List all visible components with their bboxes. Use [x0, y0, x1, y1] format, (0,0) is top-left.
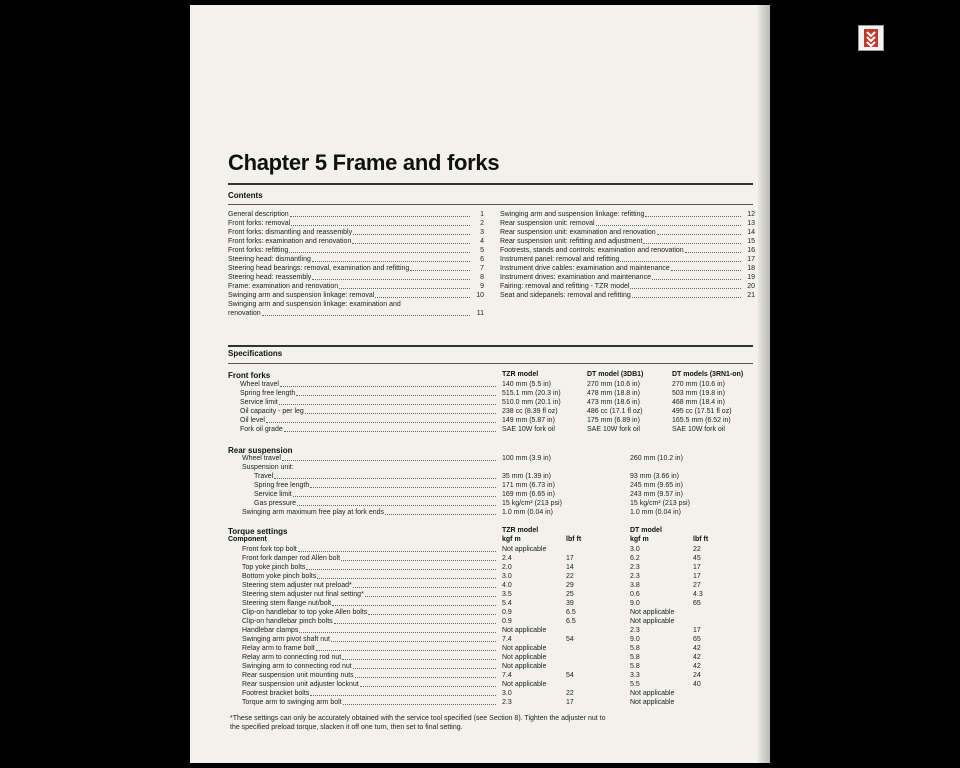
torque-dt-kgfm-value: 0.6: [630, 591, 640, 598]
contents-item-number: 8: [480, 274, 484, 281]
torque-tzr-kgfm-value: 3.0: [502, 573, 512, 580]
leader-dots: [671, 264, 741, 271]
spec-row: [242, 572, 498, 581]
torque-component: Rear suspension unit adjuster locknut: [242, 681, 359, 688]
spec-row: [242, 454, 498, 463]
torque-dt-lbfft-value: 65: [693, 636, 701, 643]
leader-dots: [352, 237, 470, 244]
leader-dots: [643, 237, 741, 244]
torque-tzr-kgfm-value: Not applicable: [502, 645, 547, 652]
torque-tzr-lbfft-value: 14: [566, 564, 574, 571]
leader-dots: [685, 246, 741, 253]
torque-dt-label: DT model: [630, 527, 662, 534]
spec-row: [242, 563, 498, 572]
torque-tzr-lbfft-value: 29: [566, 582, 574, 589]
spec-row: [254, 490, 498, 499]
contents-item-title: Steering head: reassembly: [228, 274, 312, 281]
torque-tzr-kgfm-value: 2.0: [502, 564, 512, 571]
torque-dt-kgfm-value: 5.5: [630, 681, 640, 688]
torque-tzr-kgfm-value: 2.4: [502, 555, 512, 562]
leader-dots: [316, 644, 496, 651]
torque-tzr-lbfft-value: 17: [566, 555, 574, 562]
torque-dt-kgfm-value: 2.3: [630, 564, 640, 571]
spec-row: [242, 617, 498, 626]
spec-row: [242, 653, 498, 662]
contents-item-title: Instrument panel: removal and refitting: [500, 256, 620, 263]
contents-item-title: Frame: examination and renovation: [228, 283, 339, 290]
spec-value-dt-3rn1: SAE 10W fork oil: [672, 426, 725, 433]
torque-tzr-kgfm-value: 5.4: [502, 600, 512, 607]
torque-tzr-kgfm-value: 0.9: [502, 618, 512, 625]
specifications-top-rule: [228, 345, 753, 347]
contents-item-number: 10: [476, 292, 484, 299]
leader-dots: [334, 617, 496, 624]
spec-row: [242, 508, 498, 517]
torque-dt-kgfm-value: Not applicable: [630, 609, 675, 616]
contents-item-title: Instrument drive cables: examination and maintenance: [500, 265, 670, 272]
spec-value-dt: 245 mm (9.65 in): [630, 482, 683, 489]
leader-dots: [385, 508, 496, 515]
spec-value-dt-3db1: SAE 10W fork oil: [587, 426, 640, 433]
spec-value-tzr: 1.0 mm (0.04 in): [502, 509, 553, 516]
contents-item-number: 21: [747, 292, 755, 299]
torque-dt-lbfft-value: 45: [693, 555, 701, 562]
spec-row: [240, 398, 498, 407]
spec-value-dt-3rn1: 503 mm (19.8 in): [672, 390, 725, 397]
leader-dots: [353, 662, 496, 669]
torque-component: Steering stem flange nut/bolt: [242, 600, 332, 607]
spec-label: Spring free length: [254, 482, 310, 489]
leader-dots: [284, 425, 496, 432]
spec-value-dt-3db1: 478 mm (18.8 in): [587, 390, 640, 397]
contents-item-title: General description: [228, 211, 289, 218]
specifications-rule: [228, 363, 753, 364]
spec-row: [242, 581, 498, 590]
torque-tzr-lbfft-value: 6.5: [566, 618, 576, 625]
leader-dots: [360, 680, 496, 687]
contents-item-number: 18: [747, 265, 755, 272]
torque-dt-kgfm-value: 3.0: [630, 546, 640, 553]
torque-tzr-lbfft-value: 17: [566, 699, 574, 706]
contents-item-title: Footrests, stands and controls: examination and renovation: [500, 247, 684, 254]
contents-item-number: 19: [747, 274, 755, 281]
spec-value-tzr: 238 cc (8.39 fl oz): [502, 408, 558, 415]
contents-item-number: 16: [747, 247, 755, 254]
contents-item: [228, 273, 484, 282]
torque-component: Swinging arm pivot shaft nut: [242, 636, 330, 643]
torque-tzr-lbfft-value: 39: [566, 600, 574, 607]
spec-row: [240, 416, 498, 425]
contents-item-title: Steering head bearings: removal, examination and refitting: [228, 265, 410, 272]
leader-dots: [280, 380, 496, 387]
torque-component: Swinging arm to connecting rod nut: [242, 663, 352, 670]
contents-item-number: 1: [480, 211, 484, 218]
spec-value-dt-3db1: 175 mm (6.89 in): [587, 417, 640, 424]
spec-value-dt: 1.0 mm (0.04 in): [630, 509, 681, 516]
page-down-button[interactable]: [858, 25, 884, 51]
torque-component: Top yoke pinch bolts: [242, 564, 306, 571]
contents-item: [500, 228, 755, 237]
torque-component: Relay arm to connecting rod nut: [242, 654, 342, 661]
torque-dt-lbfft-value: 17: [693, 564, 701, 571]
spec-value-dt-3rn1: 165.5 mm (6.52 in): [672, 417, 731, 424]
contents-item: [500, 282, 755, 291]
spec-value-dt: 93 mm (3.66 in): [630, 473, 680, 480]
torque-dt-lbfft-value: 4.3: [693, 591, 703, 598]
contents-rule: [228, 204, 753, 205]
spec-value-dt-3db1: 473 mm (18.6 in): [587, 399, 640, 406]
leader-dots: [343, 698, 496, 705]
torque-tzr-kgfm-value: 2.3: [502, 699, 512, 706]
leader-dots: [312, 273, 470, 280]
torque-tzr-kgfm-value: Not applicable: [502, 627, 547, 634]
contents-item-number: 6: [480, 256, 484, 263]
torque-dt-kgfm-value: 5.8: [630, 654, 640, 661]
rear-suspension-heading: Rear suspension: [228, 446, 293, 455]
torque-tzr-kgfm-value: 0.9: [502, 609, 512, 616]
torque-tzr-kgfm: kgf m: [502, 536, 521, 543]
leader-dots: [291, 219, 470, 226]
torque-dt-kgfm-value: 5.8: [630, 645, 640, 652]
leader-dots: [332, 599, 496, 606]
spec-row: [242, 463, 498, 472]
footnote-line-2: the specified preload torque, slacken it off one turn, then set to final setting.: [230, 724, 463, 731]
spec-label: Wheel travel: [242, 455, 281, 462]
spec-row: [242, 689, 498, 698]
contents-item: [228, 309, 484, 318]
spec-row: [242, 554, 498, 563]
spec-label: Suspension unit:: [242, 464, 294, 471]
contents-item-number: 3: [480, 229, 484, 236]
spec-label: Swinging arm maximum free play at fork ends: [242, 509, 384, 516]
spec-label: Gas pressure: [254, 500, 297, 507]
torque-dt-lbfft-value: 65: [693, 600, 701, 607]
spec-row: [240, 425, 498, 434]
contents-item-title: Front forks: dismantling and reassembly: [228, 229, 353, 236]
contents-item: [500, 273, 755, 282]
contents-item-title: Front forks: removal: [228, 220, 291, 227]
specifications-heading: Specifications: [228, 349, 283, 358]
spec-value-dt-3db1: 270 mm (10.6 in): [587, 381, 640, 388]
contents-item: [500, 246, 755, 255]
torque-tzr-kgfm-value: Not applicable: [502, 654, 547, 661]
spec-row: [254, 481, 498, 490]
leader-dots: [299, 626, 496, 633]
front-forks-col-dt-3rn1: DT models (3RN1-on): [672, 371, 744, 378]
leader-dots: [297, 499, 496, 506]
double-chevron-down-icon: [864, 29, 878, 47]
torque-component: Rear suspension unit mounting nuts: [242, 672, 354, 679]
torque-tzr-lbfft: lbf ft: [566, 536, 582, 543]
spec-row: [242, 662, 498, 671]
leader-dots: [279, 398, 496, 405]
spec-value-dt-3rn1: 495 cc (17.51 fl oz): [672, 408, 732, 415]
torque-component: Steering stem adjuster nut final setting*: [242, 591, 364, 598]
torque-settings-heading: Torque settings: [228, 527, 288, 536]
leader-dots: [375, 291, 470, 298]
torque-dt-kgfm-value: 2.3: [630, 573, 640, 580]
spec-row: [240, 380, 498, 389]
torque-component: Front fork damper rod Allen bolt: [242, 555, 341, 562]
torque-dt-kgfm: kgf m: [630, 536, 649, 543]
spec-value-tzr: 169 mm (6.65 in): [502, 491, 555, 498]
torque-tzr-kgfm-value: Not applicable: [502, 681, 547, 688]
torque-dt-kgfm-value: 3.8: [630, 582, 640, 589]
torque-dt-lbfft-value: 42: [693, 663, 701, 670]
contents-item-title: Seat and sidepanels: removal and refitting: [500, 292, 631, 299]
torque-dt-lbfft: lbf ft: [693, 536, 709, 543]
torque-tzr-kgfm-value: 3.0: [502, 690, 512, 697]
spec-label: Spring free length: [240, 390, 296, 397]
spec-row: [254, 499, 498, 508]
torque-dt-kgfm-value: Not applicable: [630, 690, 675, 697]
leader-dots: [342, 653, 496, 660]
footnote-line-1: *These settings can only be accurately obtained with the service tool specified (see Section 8). Tighten the adjuster nut to: [230, 715, 606, 722]
contents-item-title: Swinging arm and suspension linkage: removal: [228, 292, 375, 299]
torque-component: Torque arm to swinging arm bolt: [242, 699, 342, 706]
leader-dots: [645, 210, 741, 217]
torque-dt-lbfft-value: 27: [693, 582, 701, 589]
spec-row: [242, 635, 498, 644]
leader-dots: [266, 416, 496, 423]
leader-dots: [630, 282, 741, 289]
document-page: [190, 5, 770, 763]
torque-dt-kgfm-value: Not applicable: [630, 699, 675, 706]
contents-item-number: 5: [480, 247, 484, 254]
torque-tzr-lbfft-value: 54: [566, 636, 574, 643]
torque-tzr-lbfft-value: 22: [566, 690, 574, 697]
leader-dots: [310, 481, 496, 488]
leader-dots: [652, 273, 741, 280]
contents-item-title: Steering head: dismantling: [228, 256, 311, 263]
spec-row: [254, 472, 498, 481]
leader-dots: [365, 590, 496, 597]
torque-component: Clip-on handlebar to top yoke Allen bolts: [242, 609, 368, 616]
torque-dt-kgfm-value: 9.0: [630, 600, 640, 607]
torque-dt-lbfft-value: 40: [693, 681, 701, 688]
spec-label: Travel: [254, 473, 274, 480]
leader-dots: [310, 689, 496, 696]
contents-item: [500, 291, 755, 300]
leader-dots: [289, 246, 470, 253]
torque-tzr-kgfm-value: 7.4: [502, 636, 512, 643]
chapter-title: Chapter 5 Frame and forks: [228, 150, 500, 175]
contents-item-number: 14: [747, 229, 755, 236]
spec-value-tzr: 149 mm (5.87 in): [502, 417, 555, 424]
spec-value-dt-3rn1: 270 mm (10.6 in): [672, 381, 725, 388]
contents-item: [500, 219, 755, 228]
contents-item-number: 4: [480, 238, 484, 245]
leader-dots: [657, 228, 741, 235]
spec-value-dt: 260 mm (10.2 in): [630, 455, 683, 462]
contents-item: [228, 282, 484, 291]
spec-label: Wheel travel: [240, 381, 279, 388]
torque-dt-lbfft-value: 42: [693, 654, 701, 661]
spec-value-tzr: 171 mm (6.73 in): [502, 482, 555, 489]
torque-tzr-kgfm-value: 4.0: [502, 582, 512, 589]
torque-tzr-kgfm-value: 3.5: [502, 591, 512, 598]
leader-dots: [596, 219, 741, 226]
contents-item: [228, 291, 484, 300]
torque-tzr-kgfm-value: Not applicable: [502, 546, 547, 553]
leader-dots: [410, 264, 470, 271]
contents-item-title: Instrument drives: examination and maintenance: [500, 274, 651, 281]
contents-item-title: Rear suspension unit: refitting and adjustment: [500, 238, 643, 245]
leader-dots: [317, 572, 496, 579]
spec-row: [242, 608, 498, 617]
contents-item: [228, 246, 484, 255]
contents-item-number: 2: [480, 220, 484, 227]
contents-item-title: Rear suspension unit: examination and renovation: [500, 229, 656, 236]
leader-dots: [296, 389, 496, 396]
contents-item-number: 7: [480, 265, 484, 272]
spec-row: [242, 644, 498, 653]
spec-label: Fork oil grade: [240, 426, 283, 433]
spec-value-tzr: 15 kg/cm² (213 psi): [502, 500, 562, 507]
page-edge-shadow: [758, 5, 770, 763]
spec-label: Service limit: [240, 399, 278, 406]
spec-row: [242, 590, 498, 599]
torque-dt-kgfm-value: 5.8: [630, 663, 640, 670]
torque-component: Steering stem adjuster nut preload*: [242, 582, 352, 589]
leader-dots: [353, 228, 470, 235]
torque-tzr-lbfft-value: 54: [566, 672, 574, 679]
torque-dt-lbfft-value: 24: [693, 672, 701, 679]
contents-item: [228, 264, 484, 273]
spec-value-dt: 15 kg/cm² (213 psi): [630, 500, 690, 507]
torque-dt-kgfm-value: Not applicable: [630, 618, 675, 625]
torque-component: Clip-on handlebar pinch bolts: [242, 618, 333, 625]
torque-dt-lbfft-value: 17: [693, 573, 701, 580]
torque-dt-lbfft-value: 17: [693, 627, 701, 634]
torque-component: Bottom yoke pinch bolts: [242, 573, 317, 580]
contents-item: [228, 219, 484, 228]
leader-dots: [353, 581, 496, 588]
spec-row: [242, 545, 498, 554]
spec-label: Oil level: [240, 417, 265, 424]
torque-dt-lbfft-value: 42: [693, 645, 701, 652]
leader-dots: [274, 472, 496, 479]
torque-dt-kgfm-value: 6.2: [630, 555, 640, 562]
leader-dots: [290, 210, 470, 217]
contents-item-number: 12: [747, 211, 755, 218]
leader-dots: [305, 407, 496, 414]
contents-item-number: 11: [476, 310, 484, 317]
contents-item-number: 17: [747, 256, 755, 263]
spec-row: [242, 680, 498, 689]
spec-label: Service limit: [254, 491, 292, 498]
leader-dots: [282, 454, 496, 461]
leader-dots: [339, 282, 470, 289]
contents-item: [500, 237, 755, 246]
title-rule: [228, 183, 753, 185]
contents-item: [228, 210, 484, 219]
contents-item: [228, 300, 484, 309]
contents-item: [228, 228, 484, 237]
torque-tzr-kgfm-value: 7.4: [502, 672, 512, 679]
torque-component: Handlebar clamps: [242, 627, 299, 634]
leader-dots: [293, 490, 496, 497]
spec-value-tzr: SAE 10W fork oil: [502, 426, 555, 433]
contents-item: [500, 255, 755, 264]
torque-tzr-lbfft-value: 6.5: [566, 609, 576, 616]
contents-item-number: 15: [747, 238, 755, 245]
torque-tzr-label: TZR model: [502, 527, 539, 534]
torque-dt-kgfm-value: 2.3: [630, 627, 640, 634]
spec-value-dt: 243 mm (9.57 in): [630, 491, 683, 498]
contents-item-number: 9: [480, 283, 484, 290]
leader-dots: [632, 291, 741, 298]
contents-item: [228, 237, 484, 246]
spec-value-tzr: 515.1 mm (20.3 in): [502, 390, 561, 397]
leader-dots: [312, 255, 470, 262]
torque-component: Footrest bracket bolts: [242, 690, 310, 697]
spec-value-tzr: 35 mm (1.39 in): [502, 473, 552, 480]
torque-dt-kgfm-value: 9.0: [630, 636, 640, 643]
torque-component-label: Component: [228, 536, 267, 543]
spec-row: [242, 671, 498, 680]
spec-value-tzr: 510.0 mm (20.1 in): [502, 399, 561, 406]
torque-tzr-lbfft-value: 22: [566, 573, 574, 580]
contents-item-title: Fairing: removal and refitting - TZR model: [500, 283, 630, 290]
spec-row: [240, 407, 498, 416]
torque-component: Front fork top bolt: [242, 546, 297, 553]
torque-dt-lbfft-value: 22: [693, 546, 701, 553]
torque-tzr-lbfft-value: 25: [566, 591, 574, 598]
front-forks-col-dt-3db1: DT model (3DB1): [587, 371, 644, 378]
front-forks-col-tzr: TZR model: [502, 371, 539, 378]
contents-item: [500, 210, 755, 219]
contents-item-title: Swinging arm and suspension linkage: examination and: [228, 301, 401, 308]
torque-tzr-kgfm-value: Not applicable: [502, 663, 547, 670]
contents-item-title: Rear suspension unit: removal: [500, 220, 595, 227]
leader-dots: [262, 309, 470, 316]
torque-dt-kgfm-value: 3.3: [630, 672, 640, 679]
contents-item: [228, 255, 484, 264]
contents-item-title: renovation: [228, 310, 261, 317]
leader-dots: [341, 554, 496, 561]
leader-dots: [355, 671, 496, 678]
contents-item-title: Swinging arm and suspension linkage: refitting: [500, 211, 645, 218]
spec-value-dt-3db1: 486 cc (17.1 fl oz): [587, 408, 643, 415]
contents-item-title: Front forks: refitting: [228, 247, 289, 254]
leader-dots: [306, 563, 496, 570]
spec-value-dt-3rn1: 468 mm (18.4 in): [672, 399, 725, 406]
spec-row: [242, 599, 498, 608]
leader-dots: [368, 608, 496, 615]
leader-dots: [620, 255, 741, 262]
spec-value-tzr: 140 mm (5.5 in): [502, 381, 552, 388]
contents-item-number: 20: [747, 283, 755, 290]
spec-row: [240, 389, 498, 398]
leader-dots: [331, 635, 496, 642]
spec-row: [242, 626, 498, 635]
contents-heading: Contents: [228, 191, 263, 200]
contents-item-title: Front forks: examination and renovation: [228, 238, 352, 245]
spec-value-tzr: 100 mm (3.9 in): [502, 455, 552, 462]
spec-row: [242, 698, 498, 707]
spec-label: Oil capacity - per leg: [240, 408, 304, 415]
contents-item: [500, 264, 755, 273]
contents-item-number: 13: [747, 220, 755, 227]
torque-component: Relay arm to frame bolt: [242, 645, 315, 652]
front-forks-heading: Front forks: [228, 371, 271, 380]
leader-dots: [298, 545, 496, 552]
